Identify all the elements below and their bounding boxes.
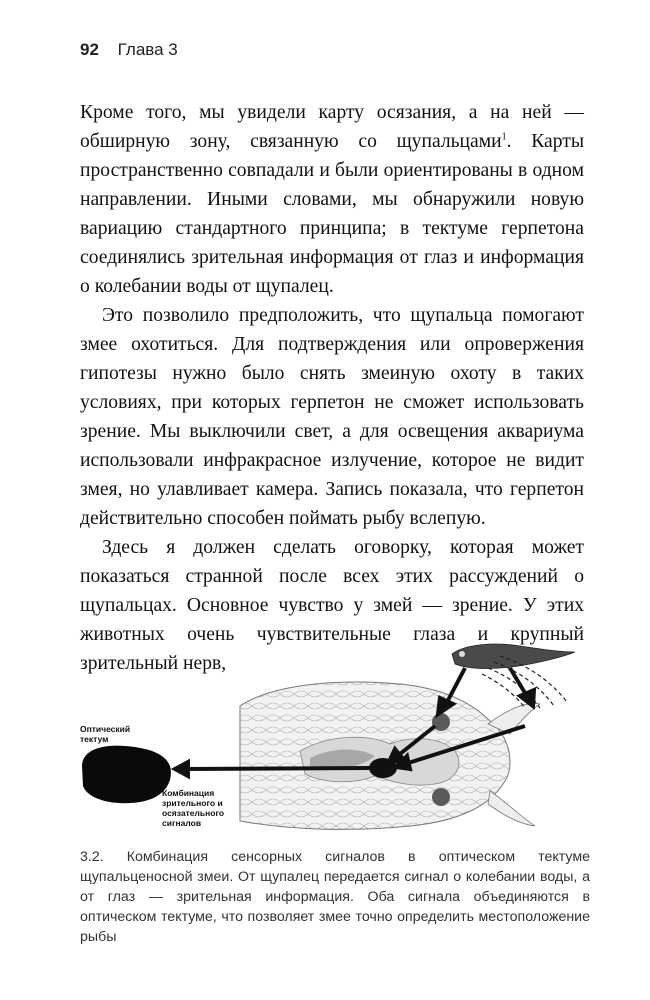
chapter-title: Глава 3	[117, 40, 178, 59]
optic-tectum-blob	[82, 746, 171, 804]
eye-lower	[432, 788, 450, 806]
figure-caption: 3.2. Комбинация сенсорных сигналов в оптическом тектуме щупальценосной змеи. От щупалец передается сигнал о колебании воды, а от глаз — зрительная информация. Оба сигнала объединяются в оптическом тектуме, что позволяет змее точно определить местоположение рыбы	[80, 849, 590, 945]
paragraph-3: Здесь я должен сделать оговорку, которая может показаться странной после всех этих рассуждений о щупальцах. Основное чувство у змей — зрение. У этих животных очень чувствительные глаза и крупный зрительный нерв,	[80, 537, 584, 674]
paragraph-1-text: Кроме того, мы увидели карту осязания, а на ней — обширную зону, связанную со щупальцами	[80, 102, 584, 152]
figure-3-2	[70, 616, 590, 841]
page-number: 92	[80, 40, 99, 59]
label-optic-tectum: Оптический тектум	[80, 724, 131, 744]
fish	[452, 644, 575, 668]
body-text	[80, 98, 584, 678]
tentacle-lower	[488, 791, 535, 826]
paragraph-1-text-cont: . Карты пространственно совпадали и были ориентированы в одном направлении. Иными словами, мы обнаружили новую вариацию стандартного принципа; в тектуме герпетона соединялись зрительная информация от глаз и информация о колебании воды от щупалец.	[80, 131, 584, 297]
label-signal-combination: Комбинация зрительного и осязательного сигналов	[162, 788, 225, 828]
paragraph-1	[80, 98, 584, 301]
paragraph-2: Это позволило предположить, что щупальца помогают змее охотиться. Для подтверждения или опровержения гипотезы нужно было снять змеиную охоту в таких условиях, при которых герпетон не сможет использовать зрение. Мы выключили свет, а для освещения аквариума использовали инфракрасное излучение, которое не видит змея, но улавливает камера. Запись показала, что герпетон действительно способен поймать рыбу вслепую.	[80, 305, 584, 529]
footnote-marker: 1	[501, 131, 507, 143]
page-header	[80, 40, 178, 60]
